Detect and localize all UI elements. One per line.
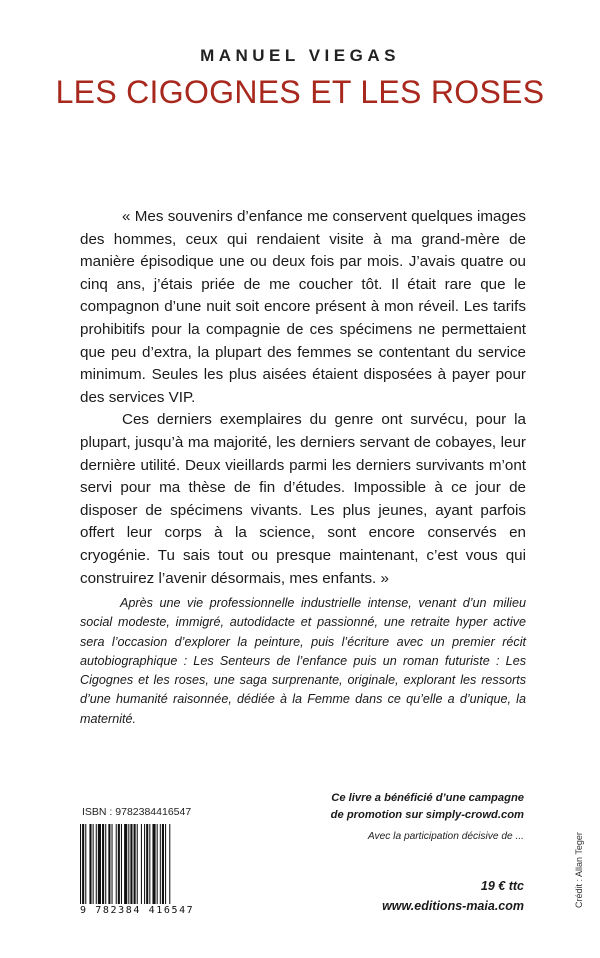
barcode-bar (98, 824, 101, 904)
barcode-bar (85, 824, 86, 904)
barcode-bar (93, 824, 94, 904)
barcode-bar (128, 824, 129, 904)
biography-text: Après une vie professionnelle industrielle intense, venant d’un milieu social modeste, immigré, autodidacte et passionné, une retraite hyper active sera l’occasion d’explorer la peinture, puis l’écriture avec un premier récit autobiographique : Les Senteurs de l’enfance puis un roman futuriste : Les Cigognes et les roses, une saga surprenante, originale, explorant les ressorts d’une humanité raisonnée, dédiée à la Femme dans ce qu’elle a d’unique, la maternité. (80, 596, 526, 726)
barcode-bar (144, 824, 145, 904)
barcode-bar (108, 824, 110, 904)
barcode-bar (130, 824, 132, 904)
book-title: LES CIGOGNES ET LES ROSES (55, 74, 545, 110)
barcode-bar (146, 824, 148, 904)
barcode-bar (137, 824, 138, 904)
isbn-label: ISBN : 9782384416547 (82, 806, 192, 818)
barcode-bar (124, 824, 127, 904)
author-biography (80, 594, 526, 729)
campaign-line-2: de promotion sur simply-crowd.com (330, 809, 524, 821)
barcode-bar (112, 824, 113, 904)
barcode-bar (105, 824, 106, 904)
excerpt-paragraph-2: Ces derniers exemplaires du genre ont survécu, pour la plupart, jusqu’à ma majorité, les derniers servant de cobayes, leur dernière utilité. Deux vieillards parmi les derniers survivants m’ont servi pour ma thèse de fin d’études. Impossible à ce jour de disposer de spécimens vivants. Les plus jeunes, ayant parfois offert leur corps à la science, sont encore conservés en cryogénie. Tu sais tout ou presque maintenant, c’est vous qui construirez l’avenir désormais, mes enfants. » (80, 411, 526, 587)
barcode-bar (89, 824, 91, 904)
price: 19 € ttc (480, 879, 524, 893)
barcode-bar (160, 824, 161, 904)
barcode-bar (162, 824, 164, 904)
author-name: MANUEL VIEGAS (200, 46, 400, 65)
barcode-bar (169, 824, 170, 904)
barcode-bar (134, 824, 136, 904)
barcode-bar (141, 824, 142, 904)
book-excerpt (80, 206, 526, 590)
campaign-note (264, 790, 524, 824)
barcode-bar (102, 824, 104, 904)
barcode-bar (82, 824, 84, 904)
publisher-website: www.editions-maia.com (382, 899, 524, 913)
barcode-digits: 9 782384 416547 (80, 905, 195, 916)
excerpt-paragraph-1: « Mes souvenirs d’enfance me conservent quelques images des hommes, ceux qui rendaient visite à ma grand-mère de manière épisodique une ou deux fois par mois. J’avais quatre ou cinq ans, j’étais priée de me coucher tôt. Il était rare que le compagnon d’une nuit soit encore présent à mon réveil. Les tarifs prohibitifs pour la compagnie de ces spécimens ne permettaient que peu d’extra, la plupart des femmes se contentant du service minimum. Seules les plus aisées étaient disposées à payer pour des services VIP. (80, 208, 526, 406)
barcode-bar (121, 824, 122, 904)
barcode-bar (96, 824, 97, 904)
photo-credit: Crédit : Allan Teger (574, 832, 584, 908)
barcode-icon (78, 824, 205, 906)
barcode-bar (116, 824, 117, 904)
barcode-bar (157, 824, 158, 904)
barcode-bar (80, 824, 81, 904)
campaign-line-1: Ce livre a bénéficié d’une campagne (331, 792, 524, 804)
barcode-bar (165, 824, 166, 904)
barcode-bar (118, 824, 120, 904)
barcode-bar (152, 824, 155, 904)
barcode-bar (149, 824, 150, 904)
participation-note: Avec la participation décisive de ... (367, 831, 524, 842)
